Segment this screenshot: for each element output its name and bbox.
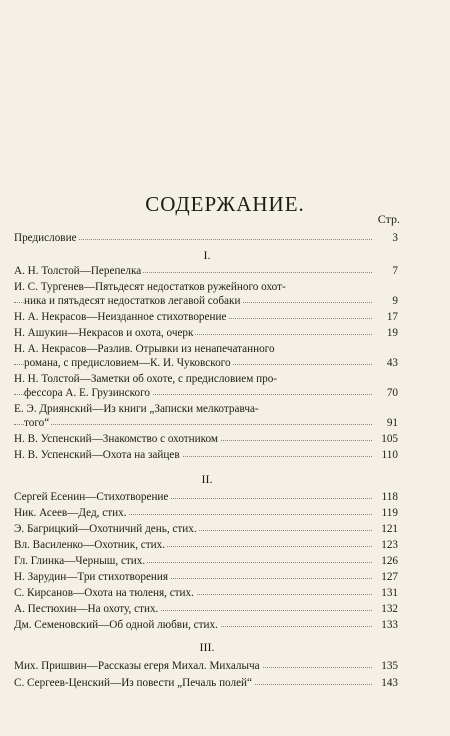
entry-page: 118	[379, 491, 400, 504]
entry-title: А. Пестюхин—На охоту, стих.	[14, 603, 159, 615]
entry-title: И. С. Тургенев—Пятьдесят недостатков ружейного охот-	[14, 281, 286, 293]
entry-title: С. Сергеев-Ценский—Из повести „Печаль полей“	[14, 677, 253, 689]
leader-dots	[14, 424, 372, 425]
section-numeral: III.	[199, 640, 215, 654]
entry-page: 131	[378, 587, 400, 600]
entry-page: 105	[378, 433, 400, 446]
entry-title: Н. Зарудин—Три стихотворения	[14, 571, 169, 583]
entry-title: Сергей Есенин—Стихотворение	[14, 491, 169, 503]
entry-title: Вл. Василенко—Охотник, стих.	[14, 539, 166, 551]
entry-title: романа, с предисловием—К. И. Чуковского	[24, 357, 231, 369]
entry-title: Э. Багрицкий—Охотничий день, стих.	[14, 523, 197, 535]
entry-page: 126	[378, 555, 400, 568]
entry-page: 135	[378, 660, 400, 673]
entry-page: 143	[378, 677, 400, 690]
entry-page: 119	[379, 507, 400, 520]
entry-title: ника и пятьдесят недостатков легавой собаки	[24, 295, 241, 307]
entry-page: 91	[384, 417, 400, 430]
entry-title: Н. А. Некрасов—Неизданное стихотворение	[14, 311, 227, 323]
entry-title: Ник. Асеев—Дед, стих.	[14, 507, 127, 519]
entry-page: 127	[378, 571, 400, 584]
entry-title: фессора А. Е. Грузинского	[24, 387, 150, 399]
entry-title: того“	[24, 417, 50, 429]
entry-page: 123	[378, 539, 400, 552]
entry-title: А. Н. Толстой—Перепелка	[14, 265, 142, 277]
entry-page: 43	[384, 357, 400, 370]
entry-title: Гл. Глинка—Черныш, стих.	[14, 555, 146, 567]
entry-title: Н. Ашукин—Некрасов и охота, очерк	[14, 327, 194, 339]
entry-page: 17	[384, 311, 400, 324]
entry-title: Предисловие	[14, 232, 77, 244]
entry-title: С. Кирсанов—Охота на тюленя, стих.	[14, 587, 194, 599]
entry-title: Н. В. Успенский—Охота на зайцев	[14, 449, 180, 461]
entry-page: 110	[379, 449, 400, 462]
entry-page: 3	[389, 232, 400, 245]
entry-page: 121	[378, 523, 400, 536]
entry-page: 132	[378, 603, 400, 616]
section-numeral: I.	[203, 248, 211, 262]
page-column-label: Стр.	[377, 212, 400, 226]
entry-title: Н. В. Успенский—Знакомство с охотником	[14, 433, 218, 445]
entry-title: Дм. Семеновский—Об одной любви, стих.	[14, 619, 218, 631]
entry-title: Е. Э. Дриянский—Из книги „Записки мелкотравча-	[14, 403, 259, 415]
entry-title: Мих. Пришвин—Рассказы егеря Михал. Михалыча	[14, 660, 260, 672]
entry-page: 7	[389, 265, 400, 278]
entry-title: Н. Н. Толстой—Заметки об охоте, с предисловием про-	[14, 373, 278, 385]
section-numeral: II.	[201, 472, 213, 486]
entry-title: Н. А. Некрасов—Разлив. Отрывки из ненапечатанного	[14, 343, 275, 355]
entry-page: 70	[384, 387, 400, 400]
entry-page: 19	[384, 327, 400, 340]
page-title: СОДЕРЖАНИЕ.	[145, 192, 305, 216]
entry-page: 133	[378, 619, 400, 632]
entry-page: 9	[389, 295, 400, 308]
